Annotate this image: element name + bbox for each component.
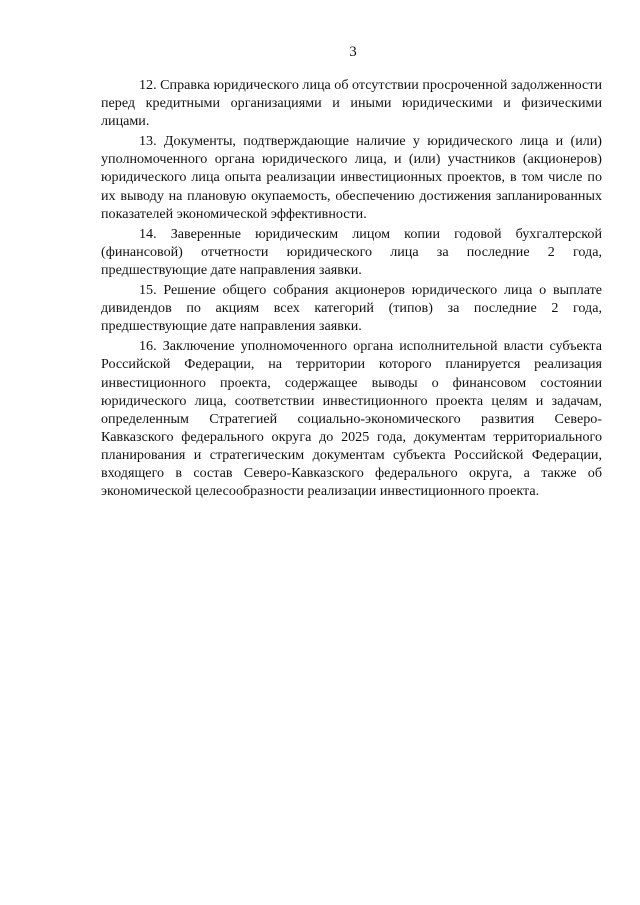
document-body	[101, 76, 602, 502]
paragraph-item-14: 14. Заверенные юридическим лицом копии годовой бухгалтерской (финансовой) отчетности юридического лица за последние 2 года, предшествующие дате направления заявки.	[101, 225, 602, 278]
paragraph-item-16: 16. Заключение уполномоченного органа исполнительной власти субъекта Российской Федерации, на территории которого планируется реализация инвестиционного проекта, содержащее выводы о финансовом состоянии юридического лица, соответствии инвестиционного проекта целям и задачам, определенным Стратегией социально-экономического развития Северо-Кавказского федерального округа до 2025 года, документам территориального планирования и стратегическим документам субъекта Российской Федерации, входящего в состав Северо-Кавказского федерального округа, а также об экономической целесообразности реализации инвестиционного проекта.	[101, 338, 602, 500]
page-number: 3	[349, 44, 357, 60]
paragraph-item-13: 13. Документы, подтверждающие наличие у юридического лица и (или) уполномоченного органа юридического лица, и (или) участников (акционеров) юридического лица опыта реализации инвестиционных проектов, в том числе по их выводу на плановую окупаемость, обеспечению достижения запланированных показателей экономической эффективности.	[101, 133, 602, 222]
paragraph-item-12: 12. Справка юридического лица об отсутствии просроченной задолженности перед кредитными организациями и иными юридическими и физическими лицами.	[101, 77, 603, 130]
paragraph-item-15: 15. Решение общего собрания акционеров юридического лица о выплате дивидендов по акциям всех категорий (типов) за последние 2 года, предшествующие дате направления заявки.	[101, 282, 602, 335]
